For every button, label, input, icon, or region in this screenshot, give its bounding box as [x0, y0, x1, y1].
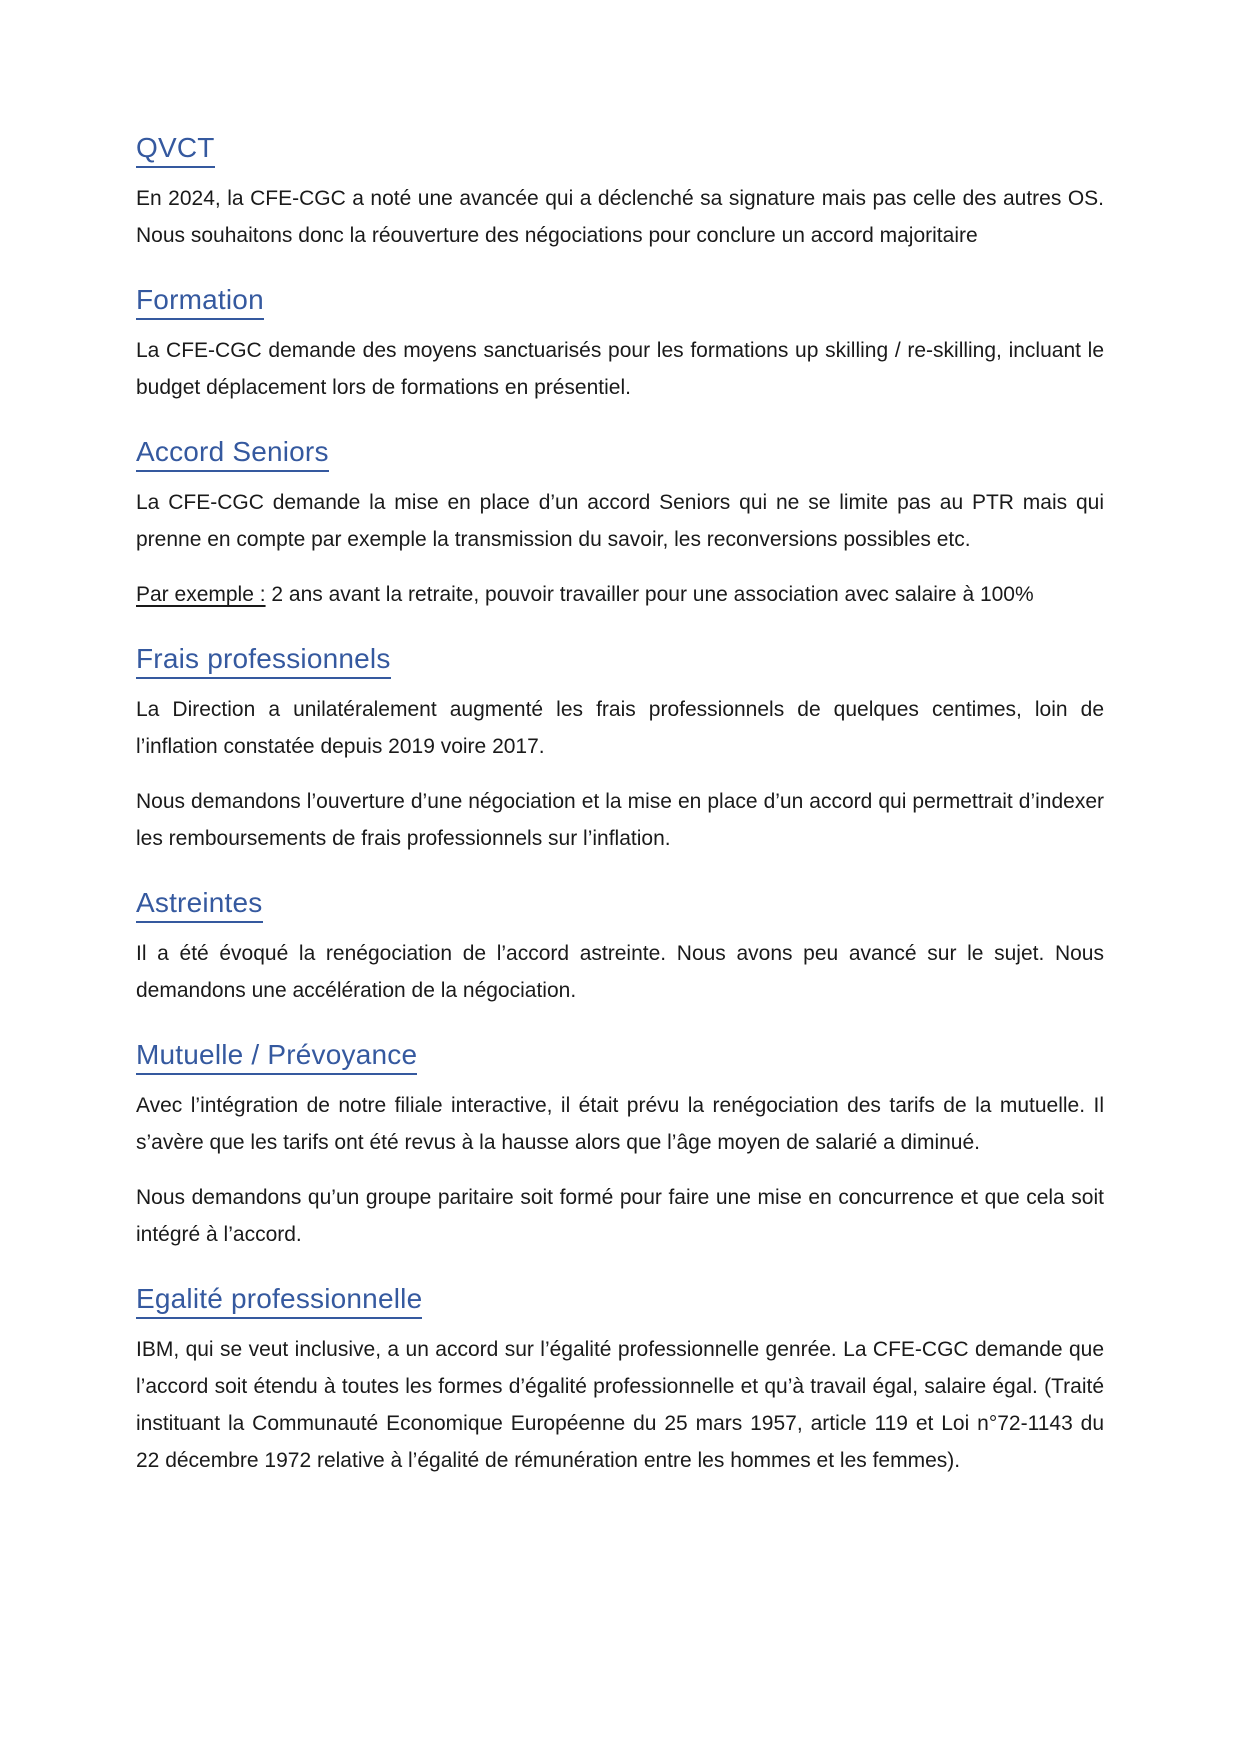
- paragraph: Nous demandons l’ouverture d’une négociation et la mise en place d’un accord qui permettrait d’indexer les remboursements de frais professionnels sur l’inflation.: [136, 790, 1104, 850]
- heading-formation: [136, 282, 1104, 317]
- section-mutuelle-prevoyance: [136, 1037, 1104, 1253]
- paragraph: La Direction a unilatéralement augmenté les frais professionnels de quelques centimes, loin de l’inflation constatée depuis 2019 voire 2017.: [136, 698, 1104, 758]
- heading-egalite-professionnelle: [136, 1281, 1104, 1316]
- paragraph: La CFE-CGC demande des moyens sanctuarisés pour les formations up skilling / re-skilling, incluant le budget déplacement lors de formations en présentiel.: [136, 339, 1104, 399]
- section-accord-seniors: [136, 434, 1104, 613]
- section-astreintes: [136, 885, 1104, 1009]
- section-formation: [136, 282, 1104, 406]
- paragraph: Avec l’intégration de notre filiale interactive, il était prévu la renégociation des tarifs de la mutuelle. Il s’avère que les tarifs ont été revus à la hausse alors que l’âge moyen de salarié a diminué.: [136, 1094, 1104, 1154]
- example-lead-underlined: Par exemple :: [136, 583, 266, 606]
- heading-astreintes: [136, 885, 1104, 920]
- paragraph: Nous demandons qu’un groupe paritaire soit formé pour faire une mise en concurrence et que cela soit intégré à l’accord.: [136, 1186, 1104, 1246]
- heading-frais-professionnels-text: Frais professionnels: [136, 643, 391, 679]
- heading-astreintes-text: Astreintes: [136, 887, 263, 923]
- section-qvct: [136, 130, 1104, 254]
- heading-accord-seniors-text: Accord Seniors: [136, 436, 329, 472]
- section-egalite-professionnelle: [136, 1281, 1104, 1479]
- paragraph: IBM, qui se veut inclusive, a un accord sur l’égalité professionnelle genrée. La CFE-CGC demande que l’accord soit étendu à toutes les formes d’égalité professionnelle et qu’à travail égal, salaire égal. (Traité instituant la Communauté Economique Européenne du 25 mars 1957, article 119 et Loi n°72-1143 du 22 décembre 1972 relative à l’égalité de rémunération entre les hommes et les femmes).: [136, 1338, 1104, 1472]
- heading-accord-seniors: [136, 434, 1104, 469]
- paragraph-example: [136, 576, 1104, 613]
- paragraph: En 2024, la CFE-CGC a noté une avancée qui a déclenché sa signature mais pas celle des autres OS. Nous souhaitons donc la réouverture des négociations pour conclure un accord majoritaire: [136, 187, 1104, 247]
- paragraph: Il a été évoqué la renégociation de l’accord astreinte. Nous avons peu avancé sur le sujet. Nous demandons une accélération de la négociation.: [136, 942, 1104, 1002]
- heading-qvct: [136, 130, 1104, 165]
- heading-mutuelle-prevoyance-text: Mutuelle / Prévoyance: [136, 1039, 417, 1075]
- section-frais-professionnels: [136, 641, 1104, 857]
- heading-frais-professionnels: [136, 641, 1104, 676]
- heading-formation-text: Formation: [136, 284, 264, 320]
- heading-mutuelle-prevoyance: [136, 1037, 1104, 1072]
- heading-egalite-professionnelle-text: Egalité professionnelle: [136, 1283, 422, 1319]
- paragraph: La CFE-CGC demande la mise en place d’un accord Seniors qui ne se limite pas au PTR mais qui prenne en compte par exemple la transmission du savoir, les reconversions possibles etc.: [136, 491, 1104, 551]
- heading-qvct-text: QVCT: [136, 132, 215, 168]
- example-text: 2 ans avant la retraite, pouvoir travailler pour une association avec salaire à 100%: [265, 583, 1034, 606]
